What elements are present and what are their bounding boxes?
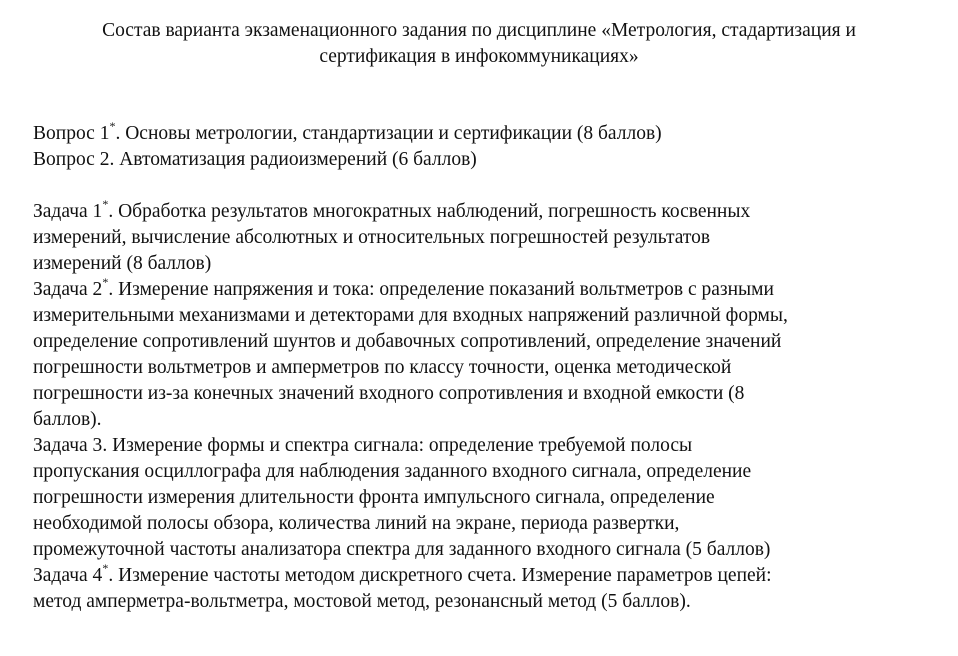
task-2-label: Задача 2: [33, 279, 103, 300]
question-1-marker: *: [109, 119, 116, 133]
question-1-text: . Основы метрологии, стандартизации и сертификации (8 баллов): [115, 123, 662, 144]
task-1-marker: *: [102, 197, 109, 211]
task-3-line-3: погрешности измерения длительности фронта импульсного сигнала, определение: [33, 487, 715, 508]
exam-content: [33, 121, 938, 615]
task-2-line-4: погрешности вольтметров и амперметров по классу точности, оценка методической: [33, 357, 732, 378]
task-1-label: Задача 1: [33, 201, 103, 222]
task-2-text-1: . Измерение напряжения и тока: определение показаний вольтметров с разными: [108, 279, 774, 300]
task-2-line-1: [33, 277, 938, 303]
section-spacer: [33, 173, 938, 199]
question-2-label: Вопрос 2: [33, 149, 110, 170]
title-line-2: сертификация в инфокоммуникациях»: [319, 46, 639, 67]
tasks-section: [33, 199, 938, 615]
task-3-line-5: промежуточной частоты анализатора спектра для заданного входного сигнала (5 баллов): [33, 539, 771, 560]
task-4-label: Задача 4: [33, 565, 103, 586]
task-4: [33, 563, 938, 615]
task-4-marker: *: [102, 561, 109, 575]
task-1: [33, 199, 938, 277]
question-1-label: Вопрос 1: [33, 123, 110, 144]
task-1-line-3: измерений (8 баллов): [33, 253, 212, 274]
task-4-text-1: . Измерение частоты методом дискретного счета. Измерение параметров цепей:: [108, 565, 772, 586]
task-3-line-1: [33, 433, 938, 459]
task-1-line-1: [33, 199, 938, 225]
task-3-text-1: . Измерение формы и спектра сигнала: определение требуемой полосы: [102, 435, 693, 456]
task-2-line-3: определение сопротивлений шунтов и добавочных сопротивлений, определение значений: [33, 331, 782, 352]
question-2: [33, 147, 938, 173]
task-3-label: Задача 3: [33, 435, 103, 456]
task-1-line-2: измерений, вычисление абсолютных и относительных погрешностей результатов: [33, 227, 711, 248]
question-1: [33, 121, 938, 147]
task-2-marker: *: [102, 275, 109, 289]
task-3: [33, 433, 938, 563]
task-1-text-1: . Обработка результатов многократных наблюдений, погрешность косвенных: [108, 201, 751, 222]
task-4-line-2: метод амперметра-вольтметра, мостовой метод, резонансный метод (5 баллов).: [33, 591, 691, 612]
task-2-line-5: погрешности из-за конечных значений входного сопротивления и входной емкости (8: [33, 383, 745, 404]
document-title: [20, 18, 938, 70]
task-4-line-1: [33, 563, 938, 589]
questions-section: [33, 121, 938, 173]
question-2-text: . Автоматизация радиоизмерений (6 баллов): [109, 149, 477, 170]
task-3-line-2: пропускания осциллографа для наблюдения заданного входного сигнала, определение: [33, 461, 752, 482]
task-3-line-4: необходимой полосы обзора, количества линий на экране, периода развертки,: [33, 513, 680, 534]
task-2-line-6: баллов).: [33, 409, 102, 430]
task-2: [33, 277, 938, 433]
task-2-line-2: измерительными механизмами и детекторами для входных напряжений различной формы,: [33, 305, 788, 326]
title-line-1: Состав варианта экзаменационного задания по дисциплине «Метрология, стадартизация и: [102, 20, 856, 41]
